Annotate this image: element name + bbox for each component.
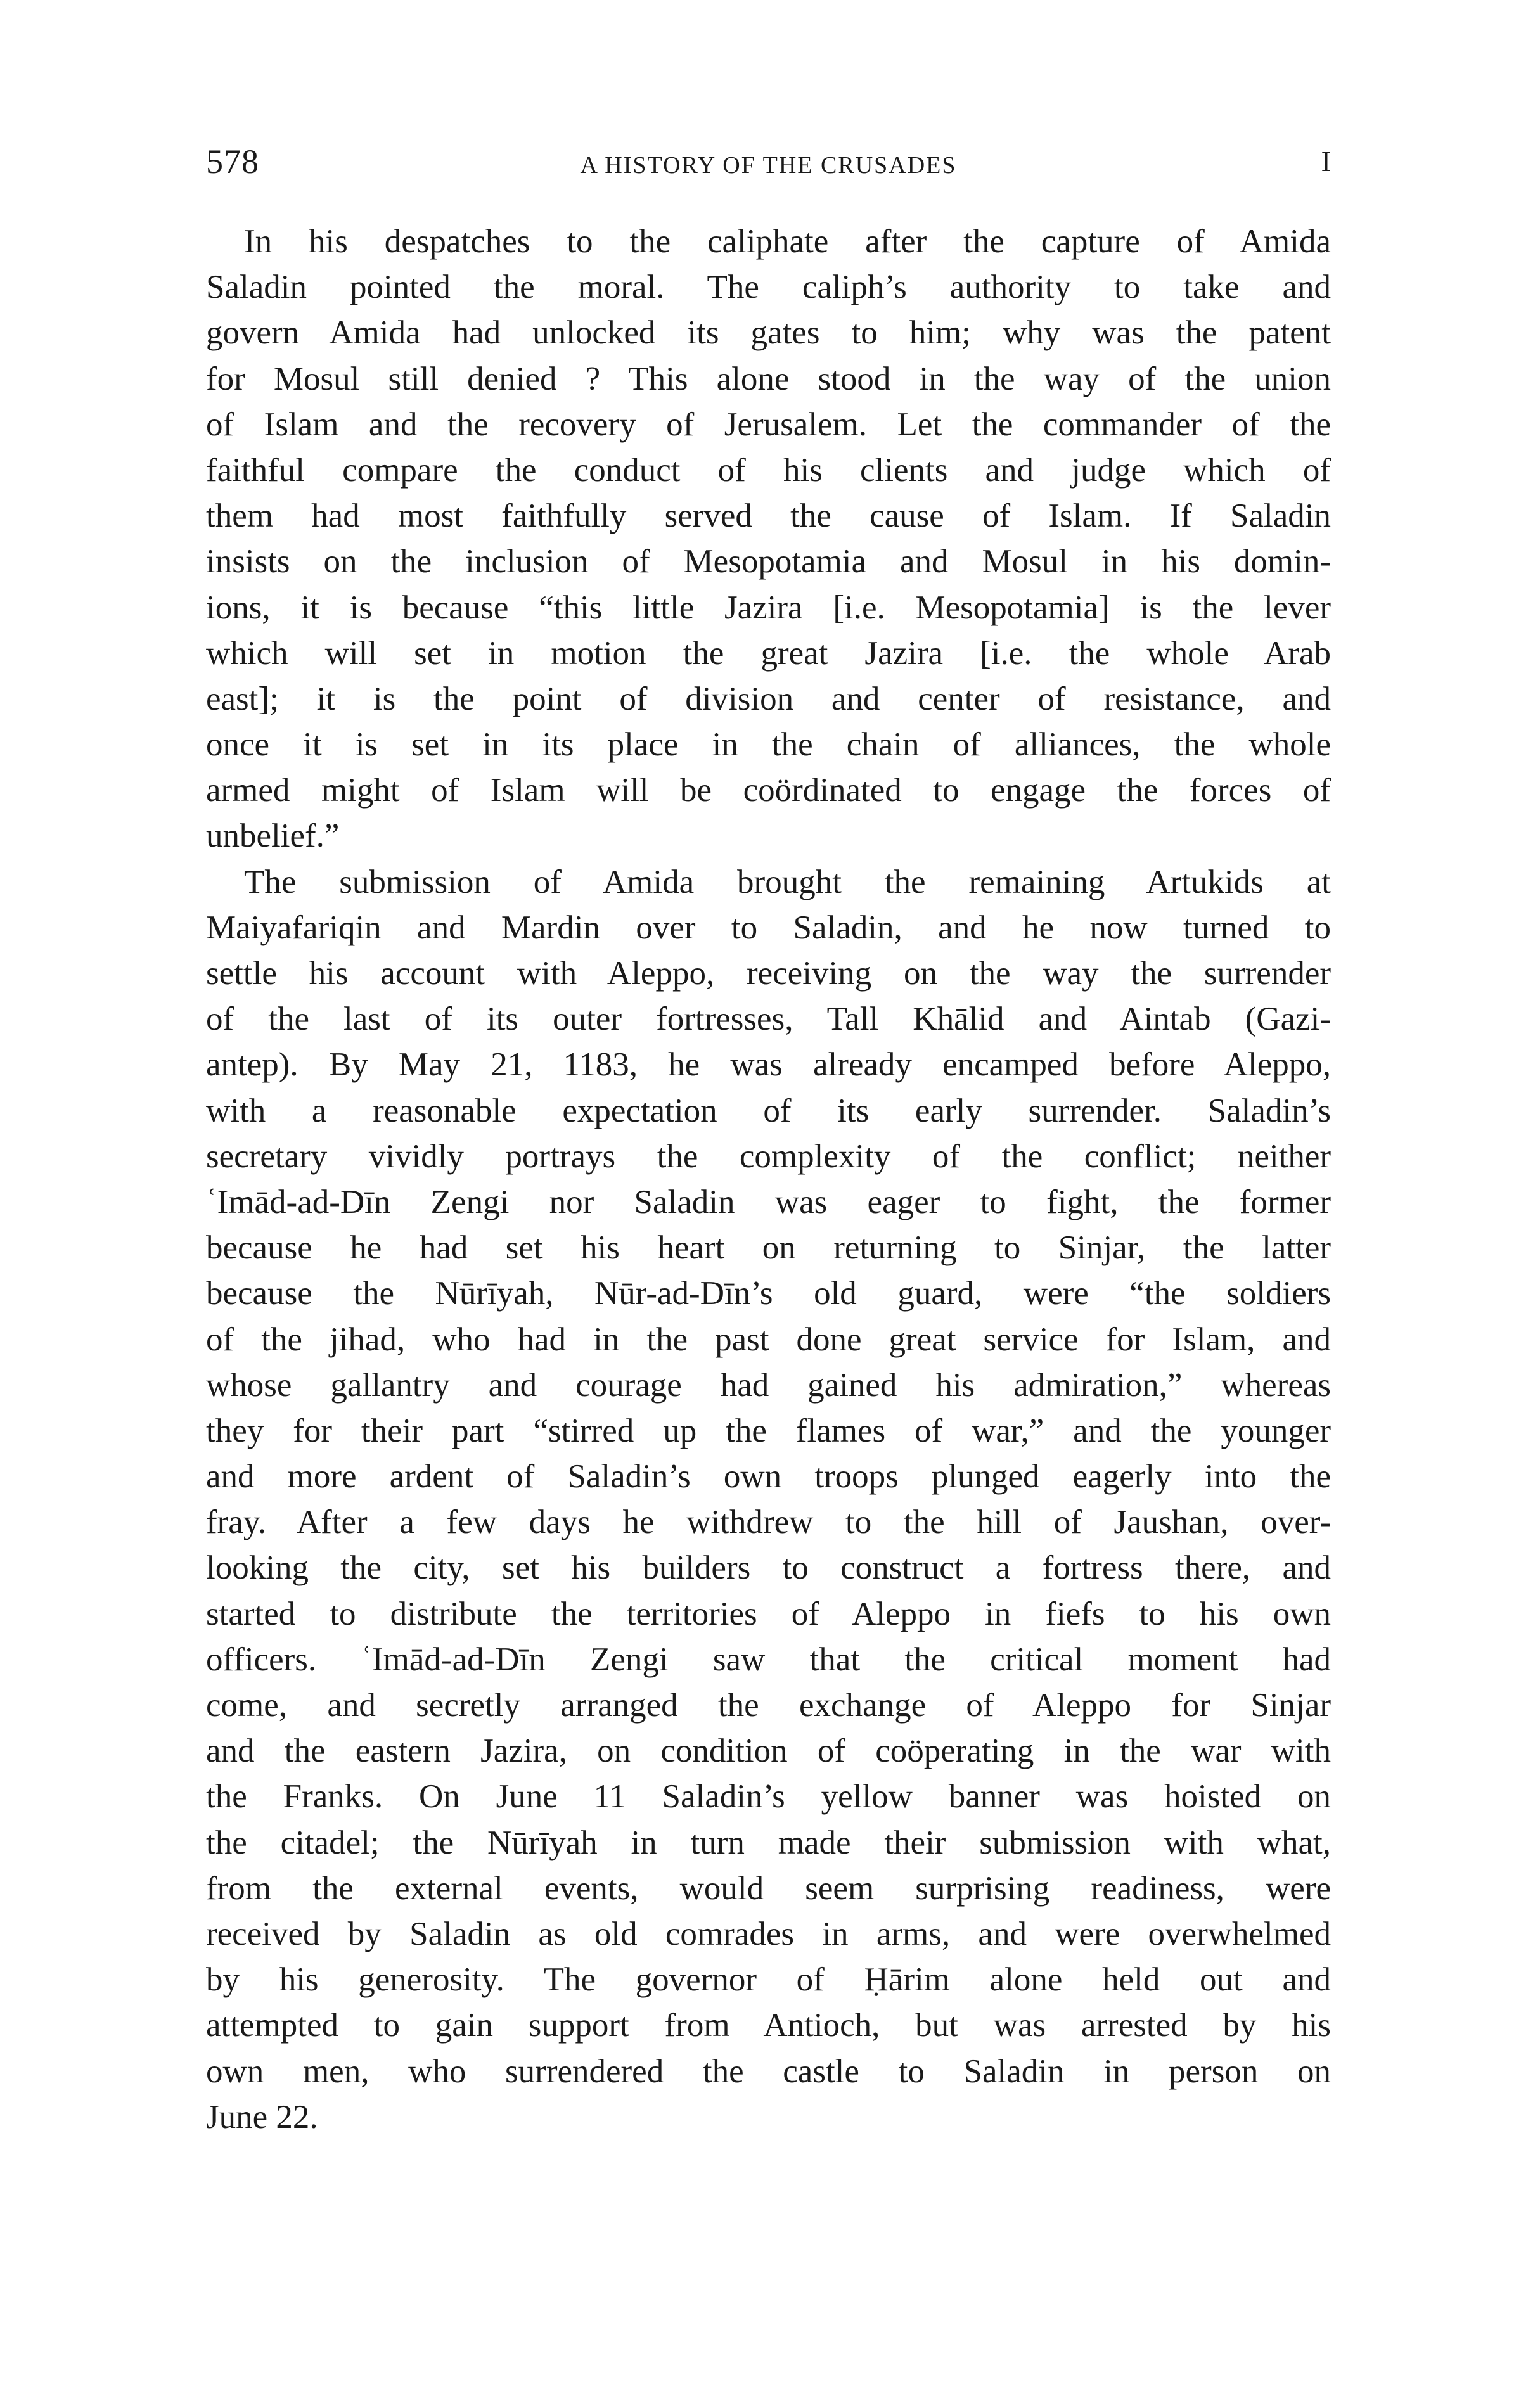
- text-line: started to distribute the territories of Aleppo in fiefs to his own: [206, 1595, 1331, 1632]
- text-line: antep). By May 21, 1183, he was already encamped before Aleppo,: [206, 1046, 1331, 1084]
- text-line: the citadel; the Nūrīyah in turn made their submission with what,: [206, 1824, 1331, 1861]
- text-line: and more ardent of Saladin’s own troops plunged eagerly into the: [206, 1458, 1331, 1495]
- text-line: them had most faithfully served the cause of Islam. If Saladin: [206, 497, 1331, 535]
- text-line: own men, who surrendered the castle to Saladin in person on: [206, 2053, 1331, 2090]
- text-line: unbelief.”: [206, 817, 340, 855]
- text-line: by his generosity. The governor of Ḥārim alone held out and: [206, 1961, 1331, 1999]
- text-line: ions, it is because “this little Jazira [i.e. Mesopotamia] is the lever: [206, 589, 1331, 626]
- text-line: Saladin pointed the moral. The caliph’s authority to take and: [206, 269, 1331, 306]
- text-line: armed might of Islam will be coördinated to engage the forces of: [206, 772, 1331, 809]
- text-line: because the Nūrīyah, Nūr-ad-Dīn’s old guard, were “the soldiers: [206, 1275, 1331, 1312]
- text-line: and the eastern Jazira, on condition of coöperating in the war with: [206, 1732, 1331, 1770]
- text-line: come, and secretly arranged the exchange of Aleppo for Sinjar: [206, 1687, 1331, 1724]
- paragraph: [206, 219, 1331, 859]
- text-line: received by Saladin as old comrades in arms, and were overwhelmed: [206, 1915, 1331, 1952]
- text-line: because he had set his heart on returning to Sinjar, the latter: [206, 1229, 1331, 1267]
- paragraph: [206, 859, 1331, 2140]
- text-line: for Mosul still denied ? This alone stood in the way of the union: [206, 360, 1331, 397]
- text-line: govern Amida had unlocked its gates to him; why was the patent: [206, 314, 1331, 352]
- text-line: Maiyafariqin and Mardin over to Saladin, and he now turned to: [206, 909, 1331, 946]
- text-line: of the last of its outer fortresses, Tall Khālid and Aintab (Gazi-: [206, 1001, 1331, 1038]
- text-line: attempted to gain support from Antioch, but was arrested by his: [206, 2007, 1331, 2044]
- text-line: the Franks. On June 11 Saladin’s yellow banner was hoisted on: [206, 1778, 1331, 1816]
- text-line: they for their part “stirred up the flames of war,” and the younger: [206, 1412, 1331, 1449]
- text-line: which will set in motion the great Jazira [i.e. the whole Arab: [206, 634, 1331, 672]
- text-line: The submission of Amida brought the remaining Artukids at: [244, 863, 1331, 900]
- text-line: with a reasonable expectation of its early surrender. Saladin’s: [206, 1092, 1331, 1129]
- page-number: 578: [206, 143, 259, 181]
- text-line: insists on the inclusion of Mesopotamia and Mosul in his domin-: [206, 543, 1331, 580]
- text-line: once it is set in its place in the chain of alliances, the whole: [206, 726, 1331, 764]
- text-line: looking the city, set his builders to construct a fortress there, and: [206, 1549, 1331, 1587]
- text-line: In his despatches to the caliphate after the capture of Amida: [244, 223, 1331, 260]
- text-line: from the external events, would seem surprising readiness, were: [206, 1869, 1331, 1907]
- text-line: of Islam and the recovery of Jerusalem. Let the commander of the: [206, 406, 1331, 443]
- chapter-numeral: I: [1321, 145, 1331, 177]
- text-line: June 22.: [206, 2098, 318, 2136]
- running-head: [206, 139, 1331, 184]
- body-text: [206, 219, 1331, 2140]
- text-line: fray. After a few days he withdrew to the hill of Jaushan, over-: [206, 1504, 1331, 1541]
- text-line: whose gallantry and courage had gained his admiration,” whereas: [206, 1366, 1331, 1404]
- running-title: A HISTORY OF THE CRUSADES: [580, 152, 957, 179]
- text-line: east]; it is the point of division and center of resistance, and: [206, 680, 1331, 717]
- text-line: ʿImād-ad-Dīn Zengi nor Saladin was eager to fight, the former: [206, 1183, 1331, 1220]
- text-line: secretary vividly portrays the complexity of the conflict; neither: [206, 1137, 1331, 1175]
- text-line: faithful compare the conduct of his clients and judge which of: [206, 451, 1331, 489]
- text-line: of the jihad, who had in the past done great service for Islam, and: [206, 1321, 1331, 1358]
- text-line: settle his account with Aleppo, receiving on the way the surrender: [206, 955, 1331, 992]
- text-line: officers. ʿImād-ad-Dīn Zengi saw that the critical moment had: [206, 1641, 1331, 1678]
